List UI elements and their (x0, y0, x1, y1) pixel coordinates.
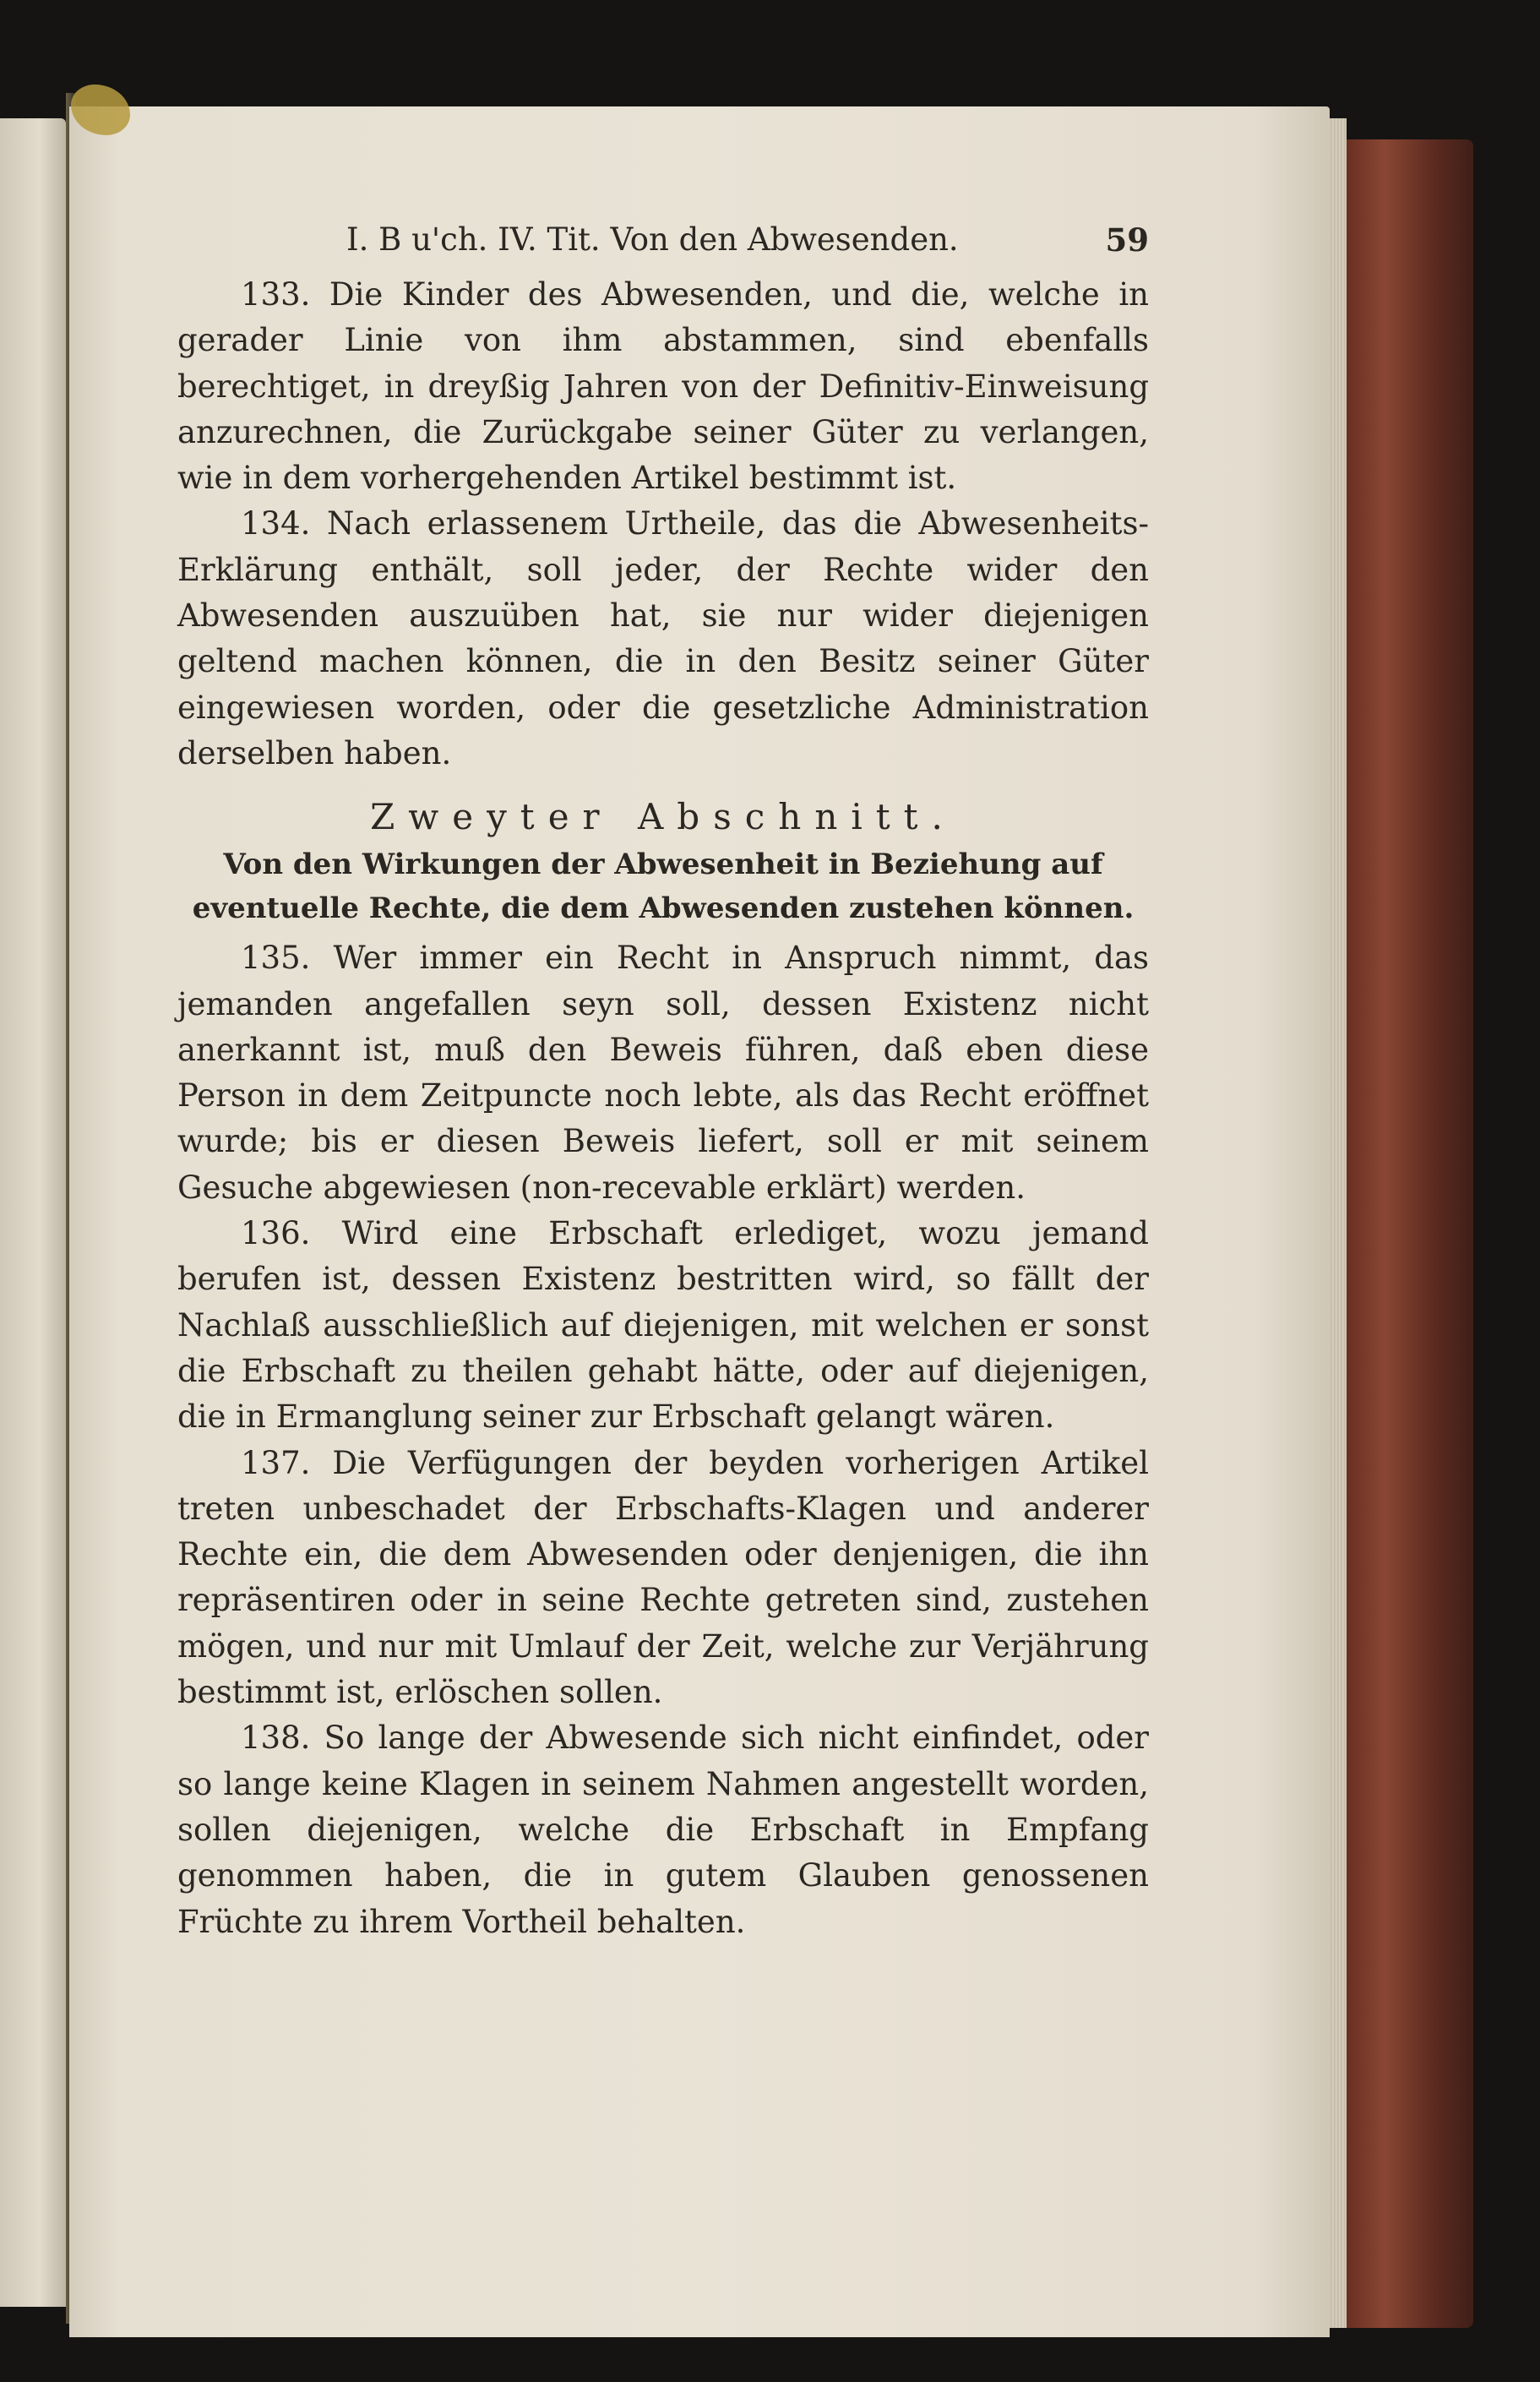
article-text: So lange der Abwesende sich nicht einfindet, oder so lange keine Klagen in seinem Nahmen angestellt worden, sollen diejenigen, welche die Erbschaft in Empfang genommen haben, die in gutem Glauben genossenen Früchte zu ihrem Vortheil behalten. (177, 1720, 1149, 1940)
article-number: 134. (241, 505, 311, 542)
article-number: 138. (241, 1720, 311, 1757)
article-number: 133. (241, 276, 311, 313)
book-cover (1347, 139, 1473, 2328)
article-number: 136. (241, 1215, 311, 1252)
article-135 (177, 935, 1149, 1211)
article-text: Die Kinder des Abwesenden, und die, welche in gerader Linie von ihm abstammen, sind ebenfalls berechtiget, in dreyßig Jahren von der Definitiv-Einweisung anzurechnen, die Zurückgabe seiner Güter zu verlangen, wie in dem vorhergehenden Artikel bestimmt ist. (177, 276, 1149, 497)
facing-page-edge (0, 118, 66, 2307)
article-text: Wer immer ein Recht in Anspruch nimmt, das jemanden angefallen seyn soll, dessen Existenz nicht anerkannt ist, muß den Beweis führen, daß eben diese Person in dem Zeitpuncte noch lebte, als das Recht eröffnet wurde; bis er diesen Beweis liefert, soll er mit seinem Gesuche abgewiesen (non-recevable erklärt) werden. (177, 940, 1149, 1206)
section-subtitle: Von den Wirkungen der Abwesenheit in Beziehung auf eventuelle Rechte, die dem Abwesenden zustehen können. (192, 848, 1135, 926)
running-title: I. B u'ch. IV. Tit. Von den Abwesenden. (346, 221, 959, 258)
section-title: Zweyter Abschnitt. (370, 796, 956, 838)
page-number: 59 (1105, 221, 1149, 259)
page-edges (1330, 118, 1347, 2328)
article-138 (177, 1715, 1149, 1944)
running-header (177, 221, 1149, 272)
article-number: 135. (241, 940, 311, 977)
page-text (177, 221, 1149, 1945)
article-text: Wird eine Erbschaft erlediget, wozu jemand berufen ist, dessen Existenz bestritten wird, so fällt der Nachlaß ausschließlich auf diejenigen, mit welchen er sonst die Erbschaft zu theilen gehabt hätte, oder auf diejenigen, die in Ermanglung seiner zur Erbschaft gelangt wären. (177, 1215, 1149, 1436)
article-134 (177, 501, 1149, 777)
article-text: Nach erlassenem Urtheile, das die Abwesenheits-Erklärung enthält, soll jeder, der Rechte wider den Abwesenden auszuüben hat, sie nur wider diejenigen geltend machen können, die in den Besitz seiner Güter eingewiesen worden, oder die gesetzliche Administration derselben haben. (177, 505, 1149, 771)
article-137 (177, 1441, 1149, 1716)
article-text: Die Verfügungen der beyden vorherigen Artikel treten unbeschadet der Erbschafts-Klagen und anderer Rechte ein, die dem Abwesenden oder denjenigen, die ihn repräsentiren oder in seine Rechte getreten sind, zustehen mögen, und nur mit Umlauf der Zeit, welche zur Verjährung bestimmt ist, erlöschen sollen. (177, 1444, 1149, 1711)
article-133 (177, 272, 1149, 501)
article-number: 137. (241, 1444, 311, 1481)
article-136 (177, 1211, 1149, 1440)
